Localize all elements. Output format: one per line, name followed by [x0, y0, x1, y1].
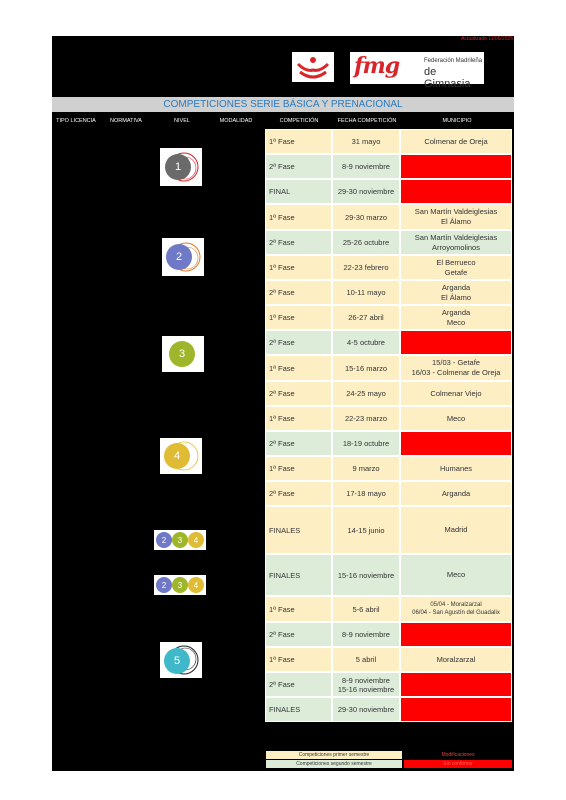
town-line: San Martín Valdeiglesias — [414, 207, 498, 216]
date-cell: 5 abril — [332, 647, 400, 672]
table-row — [265, 697, 512, 722]
town-cell — [400, 381, 512, 406]
table-row — [265, 154, 512, 179]
phase-cell: 2ª Fase — [265, 230, 332, 255]
phase-cell: 1ª Fase — [265, 406, 332, 431]
town-line: Moralzarzal — [436, 654, 476, 664]
date-cell: 29-30 noviembre — [332, 179, 400, 204]
town-cell — [400, 596, 512, 622]
table-row — [265, 381, 512, 406]
phase-cell: 1ª Fase — [265, 204, 332, 230]
table-row — [265, 456, 512, 481]
date-cell: 9 marzo — [332, 456, 400, 481]
table-row — [265, 330, 512, 355]
table-row — [265, 355, 512, 381]
town-cell — [400, 204, 512, 230]
town-line: El Berrueco — [436, 257, 476, 267]
date-cell: 22-23 marzo — [332, 406, 400, 431]
date-cell: 25-26 octubre — [332, 230, 400, 255]
town-cell — [400, 406, 512, 431]
town-line: Arroyomolinos — [432, 242, 480, 252]
table-row — [265, 129, 512, 154]
phase-cell: FINAL — [265, 179, 332, 204]
levels-2-3-4-badge-autumn — [154, 575, 206, 595]
date-cell: 31 mayo — [332, 129, 400, 154]
town-cell-modified — [400, 230, 512, 255]
town-line: 15/03 - Getafe — [432, 358, 480, 367]
date-cell: 5-6 abril — [332, 596, 400, 622]
level-5-number: 5 — [164, 648, 190, 674]
legend-changes: Sin confirmar — [404, 760, 512, 768]
town-line: Meco — [446, 317, 466, 327]
date-cell: 4-5 octubre — [332, 330, 400, 355]
date-cell: 8-9 noviembre — [332, 154, 400, 179]
date-cell: 17-18 mayo — [332, 481, 400, 506]
town-line: Getafe — [444, 267, 468, 277]
level-3-small: 3 — [172, 577, 188, 593]
level-2-small: 2 — [156, 577, 172, 593]
legend-first-semester: Competiciones primer semestre — [266, 751, 402, 759]
federation-mark: fmg — [354, 53, 400, 79]
phase-cell: 1ª Fase — [265, 129, 332, 154]
phase-cell: 1ª Fase — [265, 255, 332, 280]
header-rules: NORMATIVA — [110, 118, 142, 124]
table-row — [265, 280, 512, 305]
town-line: Colmenar de Oreja — [424, 136, 488, 146]
table-row — [265, 481, 512, 506]
town-cell-pending — [400, 431, 512, 456]
town-line: El Álamo — [440, 292, 471, 302]
table-row — [265, 406, 512, 431]
town-cell-pending — [400, 622, 512, 647]
level-2-small: 2 — [156, 532, 172, 548]
phase-cell: 2ª Fase — [265, 431, 332, 456]
level-3-small: 3 — [172, 532, 188, 548]
phase-cell: 1ª Fase — [265, 647, 332, 672]
table-row — [265, 647, 512, 672]
level-4-small: 4 — [188, 532, 204, 548]
header-modality: MODALIDAD — [219, 118, 253, 124]
phase-cell: 1ª Fase — [265, 355, 332, 381]
level-3-badge — [162, 336, 204, 372]
town-cell-modified — [400, 554, 512, 596]
town-cell-pending — [400, 179, 512, 204]
phase-cell: 2ª Fase — [265, 154, 332, 179]
level-2-badge — [162, 238, 204, 276]
date-cell: 29-30 noviembre — [332, 697, 400, 722]
phase-cell: 2ª Fase — [265, 622, 332, 647]
date-cell: 22-23 febrero — [332, 255, 400, 280]
town-cell — [400, 355, 512, 381]
town-line: Meco — [446, 413, 466, 423]
town-cell — [400, 255, 512, 280]
phase-cell: 1ª Fase — [265, 305, 332, 330]
date-line: 8-9 noviembre — [342, 675, 390, 685]
level-3-number: 3 — [169, 341, 195, 367]
level-1-badge — [160, 148, 202, 186]
page-title: COMPETICIONES SERIE BÁSICA Y PRENACIONAL — [52, 97, 514, 112]
town-cell — [400, 280, 512, 305]
phase-cell: 2ª Fase — [265, 330, 332, 355]
date-line: 15-16 noviembre — [337, 684, 395, 694]
header-date: FECHA COMPETICIÓN — [337, 118, 397, 124]
header-competition: COMPETICIÓN — [279, 118, 319, 124]
level-1-number: 1 — [165, 154, 191, 180]
town-line: Madrid — [444, 525, 468, 534]
phase-cell: FINALES — [265, 697, 332, 722]
phase-cell: 2ª Fase — [265, 481, 332, 506]
town-cell-pending — [400, 154, 512, 179]
town-cell-pending — [400, 697, 512, 722]
federation-logo — [350, 52, 484, 90]
town-line: 05/04 - Moralzarzal — [430, 602, 482, 608]
town-line: Colmenar Viejo — [430, 388, 482, 398]
header-town: MUNICIPIO — [442, 118, 472, 124]
phase-cell: 2ª Fase — [265, 280, 332, 305]
federation-name-line1: Federación Madrileña — [424, 58, 483, 64]
town-cell — [400, 305, 512, 330]
phase-cell: 1ª Fase — [265, 596, 332, 622]
phase-cell: 2ª Fase — [265, 672, 332, 697]
town-cell — [400, 506, 512, 554]
table-row — [265, 305, 512, 330]
phase-cell: 2ª Fase — [265, 381, 332, 406]
table-row — [265, 204, 512, 230]
phase-cell: FINALES — [265, 554, 332, 596]
town-line: El Álamo — [440, 217, 471, 226]
level-4-small: 4 — [188, 577, 204, 593]
table-row — [265, 230, 512, 255]
updated-date: Actualizado 11/06/2025 — [461, 36, 513, 42]
town-line: Arganda — [441, 307, 471, 317]
date-cell: 18-19 octubre — [332, 431, 400, 456]
phase-cell: 1ª Fase — [265, 456, 332, 481]
town-line: Humanes — [439, 463, 473, 473]
town-line: Meco — [446, 570, 466, 579]
date-cell: 15-16 marzo — [332, 355, 400, 381]
town-line: San Martín Valdeiglesias — [414, 232, 498, 242]
level-4-number: 4 — [164, 443, 190, 469]
level-4-badge — [160, 438, 202, 474]
date-cell: 15-16 noviembre — [332, 554, 400, 596]
town-cell-pending — [400, 330, 512, 355]
date-cell: 8-9 noviembre — [332, 622, 400, 647]
table-row — [265, 255, 512, 280]
gymnast-logo — [292, 52, 334, 82]
date-cell: 26-27 abril — [332, 305, 400, 330]
table-row — [265, 506, 512, 554]
header-level: NIVEL — [174, 118, 190, 124]
legend-modifications: Modificaciones — [441, 752, 475, 758]
town-cell — [400, 129, 512, 154]
table-row — [265, 554, 512, 596]
town-cell — [400, 647, 512, 672]
table-row — [265, 179, 512, 204]
table-row — [265, 596, 512, 622]
schedule-sheet — [52, 36, 514, 771]
federation-name-line2: de Gimnasia — [424, 66, 471, 90]
date-cell-modified — [332, 672, 400, 697]
table-row — [265, 672, 512, 697]
town-cell-pending — [400, 672, 512, 697]
town-line: 06/04 - San Agustín del Guadalix — [412, 610, 500, 616]
date-cell: 14-15 junio — [332, 506, 400, 554]
town-cell — [400, 481, 512, 506]
level-5-badge — [160, 642, 202, 678]
level-2-number: 2 — [166, 244, 192, 270]
levels-2-3-4-badge-spring — [154, 530, 206, 550]
town-line: 16/03 - Colmenar de Oreja — [411, 368, 501, 377]
town-line: Arganda — [441, 282, 471, 292]
town-line: Arganda — [441, 488, 471, 498]
table-row — [265, 431, 512, 456]
table-row — [265, 622, 512, 647]
phase-cell: FINALES — [265, 506, 332, 554]
header-license: TIPO LICENCIA — [56, 118, 96, 124]
date-cell: 29-30 marzo — [332, 204, 400, 230]
date-cell: 10-11 mayo — [332, 280, 400, 305]
town-cell — [400, 456, 512, 481]
date-cell: 24-25 mayo — [332, 381, 400, 406]
legend-second-semester: Competiciones segundo semestre — [266, 760, 402, 768]
